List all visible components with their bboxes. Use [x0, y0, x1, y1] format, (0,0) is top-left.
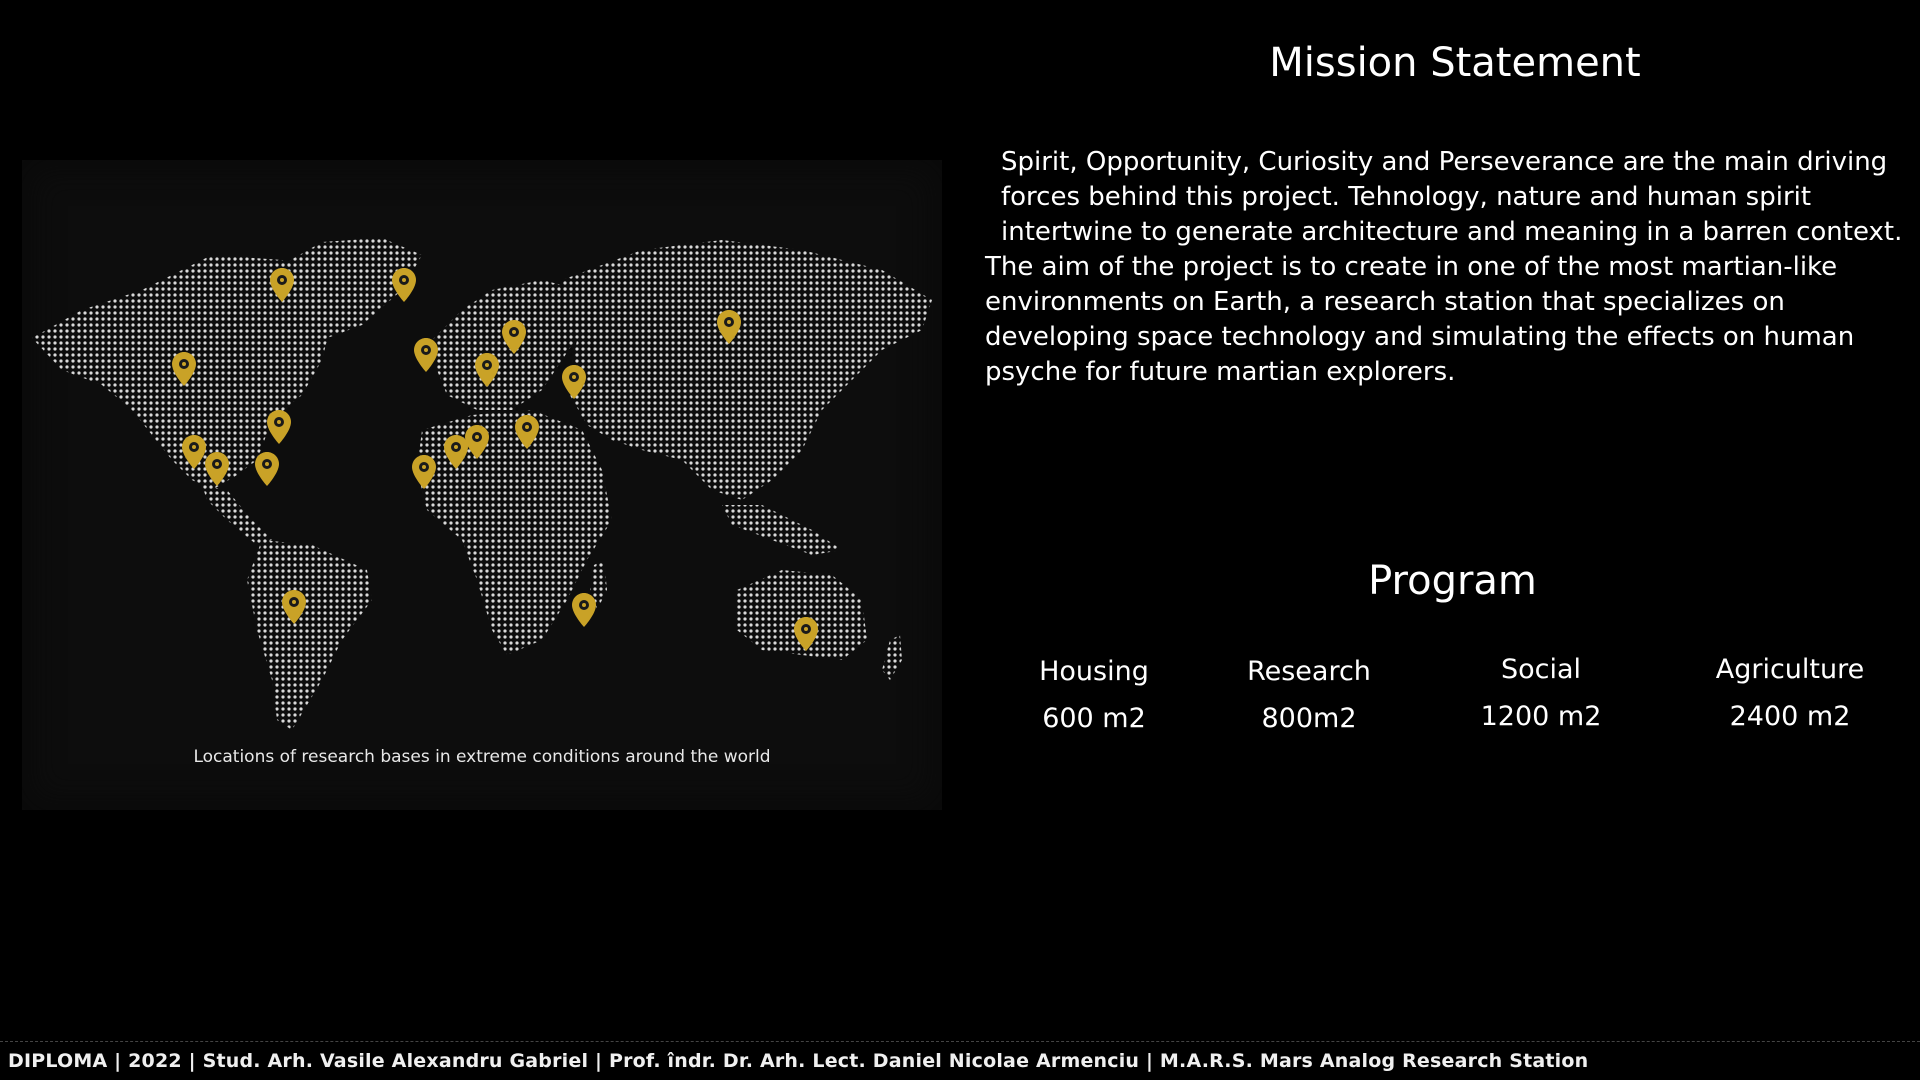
continent-europe — [432, 280, 582, 410]
map-caption: Locations of research bases in extreme conditions around the world — [193, 747, 771, 767]
mission-paragraph-2: The aim of the project is to create in one of the most martian-like environments on Earth, a research station that specializes on developing space technology and simulating the effects on human psyche for future martian explorers. — [985, 252, 1855, 387]
program-item-area: 800m2 — [1261, 703, 1357, 734]
program-item-research — [1209, 656, 1409, 734]
program-item-area: 600 m2 — [1042, 703, 1146, 734]
map-pin-icon — [392, 268, 416, 302]
program-item-area: 2400 m2 — [1729, 701, 1851, 732]
island-new-zealand — [882, 635, 902, 680]
map-pin-icon — [572, 593, 596, 627]
mission-statement-title: Mission Statement — [1269, 40, 1641, 86]
continent-central-america — [202, 485, 272, 545]
program-item-name: Research — [1247, 656, 1371, 687]
continent-australia — [737, 570, 867, 660]
continent-asia — [562, 240, 932, 500]
continent-south-america — [247, 540, 372, 730]
program-item-agriculture — [1690, 654, 1890, 732]
footer-bar — [0, 1041, 1920, 1080]
mission-paragraph-1: Spirit, Opportunity, Curiosity and Perseverance are the main driving forces behind this project. Tehnology, nature and human spirit intertwine to generate architecture and meaning in a barren context. — [1001, 147, 1903, 247]
program-item-name: Housing — [1039, 656, 1149, 687]
program-item-social — [1441, 654, 1641, 732]
program-title: Program — [1368, 558, 1537, 604]
continents — [32, 238, 932, 730]
map-pin-icon — [414, 338, 438, 372]
world-map-panel — [22, 160, 942, 810]
map-pin-icon — [255, 452, 279, 486]
footer-credits: DIPLOMA | 2022 | Stud. Arh. Vasile Alexandru Gabriel | Prof. îndr. Dr. Arh. Lect. Daniel Nicolae Armenciu | M.A.R.S. Mars Analog Research Station — [8, 1050, 1589, 1072]
mission-statement-text — [985, 145, 1910, 390]
continent-southeast-asia — [722, 505, 842, 555]
map-pin-icon — [267, 410, 291, 444]
program-item-name: Agriculture — [1715, 654, 1865, 685]
program-item-name: Social — [1500, 654, 1582, 685]
world-map — [22, 160, 942, 810]
program-item-area: 1200 m2 — [1480, 701, 1602, 732]
program-item-housing — [994, 656, 1194, 734]
